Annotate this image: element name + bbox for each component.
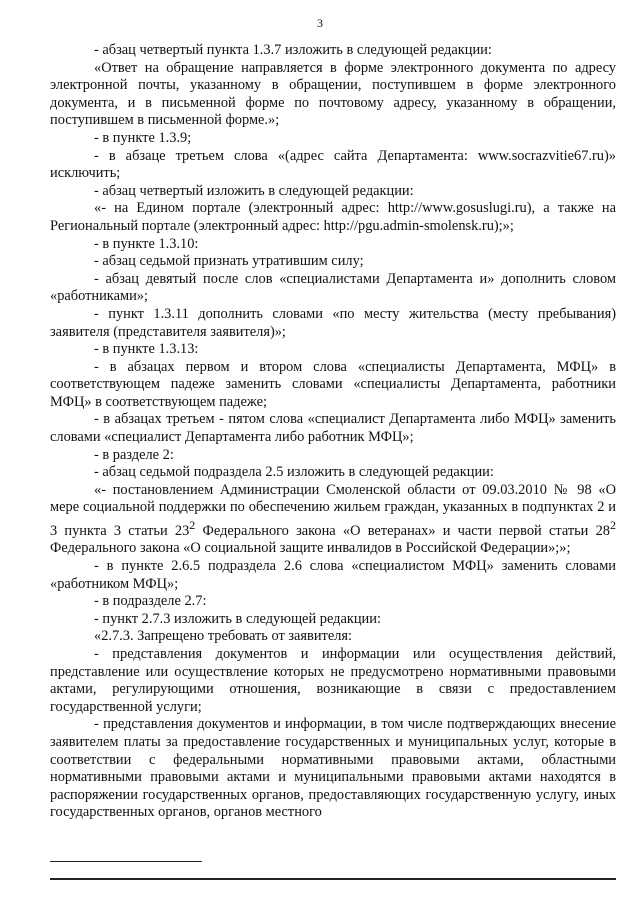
page-number: 3 [317,16,323,30]
decree-paragraph [50,482,616,558]
paragraph: - в абзацах третьем - пятом слова «специалист Департамента либо МФЦ» заменить словами «специалист Департамента либо работник МФЦ»; [50,411,616,446]
paragraph: «- на Едином портале (электронный адрес: http://www.gosuslugi.ru), а также на Региональный портале (электронный адрес: http://pgu.admin-smolensk.ru);»; [50,200,616,234]
paragraph: - в разделе 2: [94,446,174,463]
paragraph: - в пункте 2.6.5 подраздела 2.6 слова «специалистом МФЦ» заменить словами «работником МФЦ»; [50,558,616,592]
paragraph: - в пункте 1.3.9; [94,129,192,146]
paragraph: «Ответ на обращение направляется в форме электронного документа по адресу электронной почты, указанному в обращении, поступившем в форме электронного документа, и в письменной форме по почтовому адресу, указанному в обращении, поступившем в письменной форме.»; [50,59,616,129]
paragraph: - в абзацах первом и втором слова «специалисты Департамента, МФЦ» в соответствующем падеже заменить словами «специалисты Департамента, работники МФЦ» в соответствующем падеже; [50,358,616,410]
superscript: 2 [189,518,196,533]
superscript: 2 [610,518,616,533]
paragraph: - в пункте 1.3.10: [94,235,199,252]
paragraph: - пункт 1.3.11 дополнить словами «по месту жительства (месту пребывания) заявителя (представителя заявителя)»; [50,305,616,340]
decree-text-part: «- постановлением Администрации Смоленской области от 09.03.2010 № 98 «О мере социальной поддержки по обеспечению жильем граждан, указанных в подпунктах 2 и 3 пункта 3 статьи 23 [50,481,616,539]
paragraph: - абзац девятый после слов «специалистами Департамента и» дополнить словом «работниками»; [50,270,616,305]
paragraph: - абзац седьмой признать утратившим силу; [94,253,364,270]
paragraph: «2.7.3. Запрещено требовать от заявителя: [94,628,353,645]
decree-text-part: Федерального закона «О ветеранах» и части первой статьи 28 [195,522,610,539]
footnote-separator [50,861,202,862]
paragraph: - представления документов и информации, в том числе подтверждающих внесение заявителем платы за предоставление государственных и муниципальных услуг, которые в соответствии с федеральными нормативными правовыми актами, областными нормативными правовыми актами и муниципальными правовыми актами находятся в распоряжении государственных органов, предоставляющих государственную услугу, иных государственных органов, органов местного [50,716,616,821]
paragraph: - абзац четвертый изложить в следующей редакции: [94,182,414,199]
paragraph: - в подразделе 2.7: [94,593,207,610]
paragraph: - пункт 2.7.3 изложить в следующей редакции: [94,610,381,627]
paragraph: - абзац седьмой подраздела 2.5 изложить в следующей редакции: [94,464,494,481]
paragraph: - представления документов и информации или осуществления действий, представление или осуществление которых не предусмотрено нормативными правовыми актами, регулирующими отношения, возникающие в связи с предоставлением государственной услуги; [50,645,616,715]
paragraph: - в пункте 1.3.13: [94,341,199,358]
paragraph: - в абзаце третьем слова «(адрес сайта Департамента: www.socrazvitie67.ru)» исключить; [50,147,616,182]
document-body [50,42,616,822]
decree-text-part: Федерального закона «О социальной защите инвалидов в Российской Федерации»;»; [50,540,571,557]
footer-rule [50,878,616,880]
paragraph: - абзац четвертый пункта 1.3.7 изложить в следующей редакции: [94,42,492,58]
